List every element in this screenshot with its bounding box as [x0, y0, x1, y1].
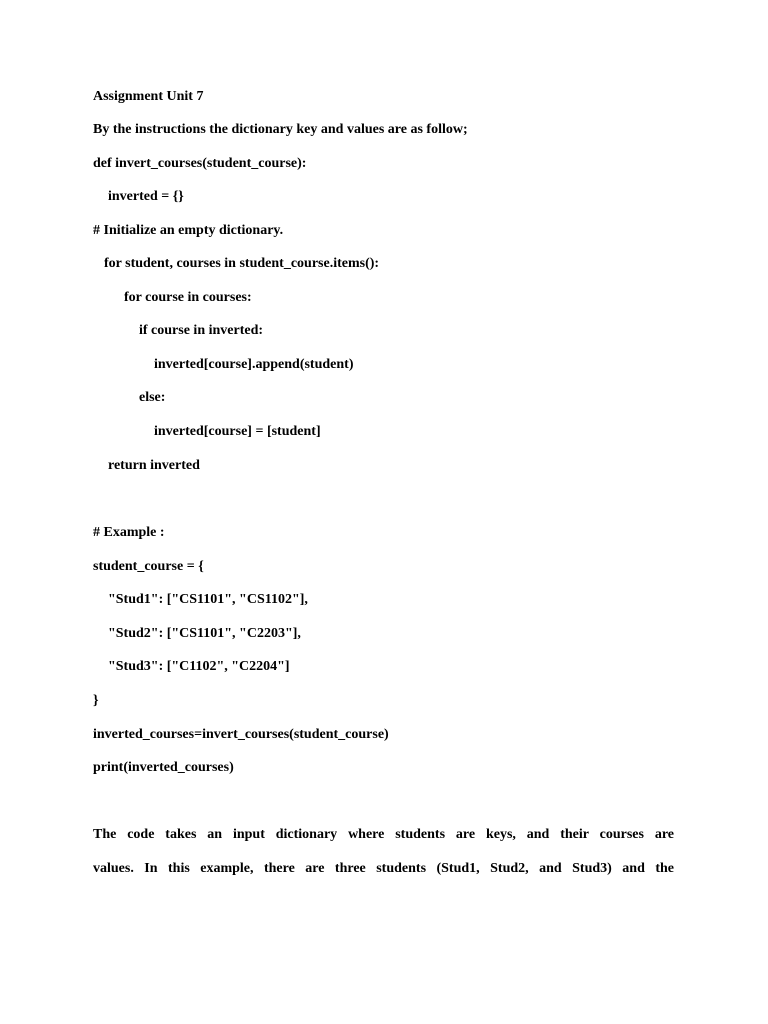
paragraph-line: The code takes an input dictionary where students are keys, and their courses are — [93, 827, 674, 842]
code-line: for course in courses: — [124, 290, 252, 305]
code-line: def invert_courses(student_course): — [93, 156, 307, 171]
paragraph-line: values. In this example, there are three students (Stud1, Stud2, and Stud3) and the — [93, 861, 674, 876]
code-line: inverted = {} — [108, 189, 184, 204]
document-title: Assignment Unit 7 — [93, 89, 204, 104]
code-line: "Stud1": ["CS1101", "CS1102"], — [108, 592, 308, 607]
code-line: print(inverted_courses) — [93, 760, 234, 775]
code-line: "Stud3": ["C1102", "C2204"] — [108, 659, 290, 674]
code-line: } — [93, 693, 99, 708]
code-line: inverted_courses=invert_courses(student_course) — [93, 727, 389, 742]
code-line: else: — [139, 390, 166, 405]
intro-text: By the instructions the dictionary key and values are as follow; — [93, 122, 468, 137]
code-line: inverted[course] = [student] — [154, 424, 321, 439]
code-comment: # Initialize an empty dictionary. — [93, 223, 284, 238]
code-line: if course in inverted: — [139, 323, 264, 338]
code-line: "Stud2": ["CS1101", "C2203"], — [108, 626, 301, 641]
code-line: student_course = { — [93, 559, 204, 574]
code-comment: # Example : — [93, 525, 165, 540]
code-line: inverted[course].append(student) — [154, 357, 354, 372]
code-line: return inverted — [108, 458, 200, 473]
code-line: for student, courses in student_course.items(): — [104, 256, 380, 271]
